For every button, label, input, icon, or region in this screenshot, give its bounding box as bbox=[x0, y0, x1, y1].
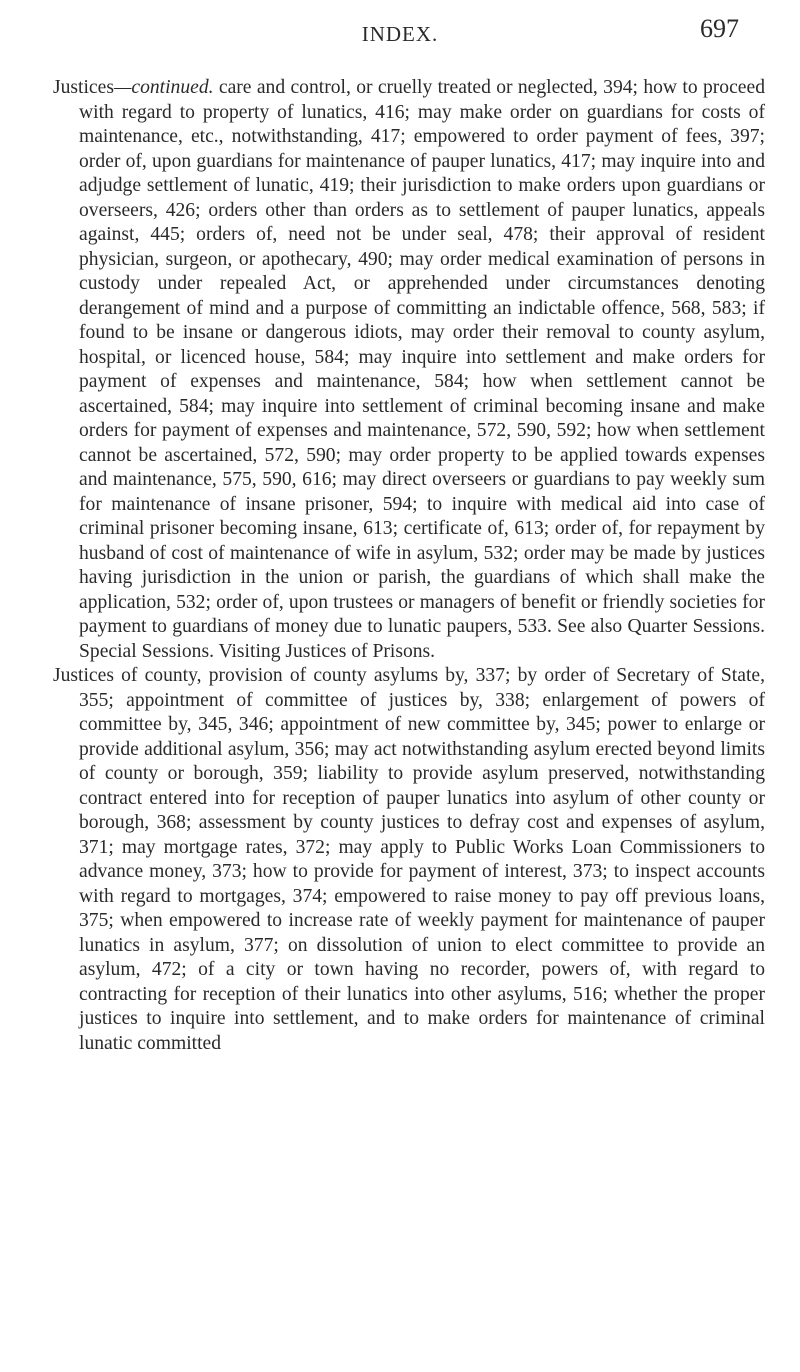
entry-heading: Justices of county, bbox=[53, 665, 202, 686]
index-entry-justices-of-county bbox=[53, 664, 765, 1056]
running-header: INDEX. bbox=[361, 22, 439, 46]
index-entry-justices bbox=[53, 76, 765, 664]
entry-text: provision of county asylums by, 337; by order of Secretary of State, 355; appointment of committee of justices by, 338; enlargement of powers of committee by, 345, 346; appointment of new committee by, 345; power to enlarge or provide additional asylum, 356; may act notwithstanding asylum erected beyond limits of county or borough, 359; liability to provide asylum preserved, notwithstanding contract entered into for reception of pauper lunatics into asylum of other county or borough, 368; assessment by county justices to defray cost and expenses of asylum, 371; may mortgage rates, 372; may apply to Public Works Loan Commissioners to advance money, 373; how to provide for payment of interest, 373; to inspect accounts with regard to mortgages, 374; empowered to raise money to pay off previous loans, 375; when empowered to increase rate of weekly payment for maintenance of pauper lunatics in asylum, 377; on dissolution of union to elect committee to provide an asylum, 472; of a city or town having no recorder, powers of, with regard to contracting for reception of their lunatics into other asylums, 516; whether the proper justices to inquire into settlement, and to make orders for maintenance of criminal lunatic committed bbox=[79, 665, 765, 1054]
index-body bbox=[53, 76, 765, 1056]
entry-heading: Justices bbox=[53, 77, 114, 98]
entry-text: care and control, or cruelly treated or neglected, 394; how to proceed with regard to property of lunatics, 416; may make order on guardians for costs of maintenance, etc., notwithstanding, 417; empowered to order payment of fees, 397; order of, upon guardians for maintenance of pauper lunatics, 417; may inquire into and adjudge settlement of lunatic, 419; their jurisdiction to make orders upon guardians or overseers, 426; orders other than orders as to settlement of pauper lunatics, appeals against, 445; orders of, need not be under seal, 478; their approval of resident physician, surgeon, or apothecary, 490; may order medical examination of persons in custody under repealed Act, or apprehended under circumstances denoting derangement of mind and a purpose of committing an indictable offence, 568, 583; if found to be insane or dangerous idiots, may order their removal to county asylum, hospital, or licenced house, 584; may inquire into settlement and make orders for payment of expenses and maintenance, 584; how when settlement cannot be ascertained, 584; may inquire into settlement of criminal becoming insane and make orders for payment of expenses and maintenance, 572, 590, 592; how when settlement cannot be ascertained, 572, 590; may order property to be applied towards expenses and maintenance, 575, 590, 616; may direct overseers or guardians to pay weekly sum for maintenance of insane prisoner, 594; to inquire with medical aid into case of criminal prisoner becoming insane, 613; certificate of, 613; order of, for repayment by husband of cost of maintenance of wife in asylum, 532; order may be made by justices having jurisdiction in the union or parish, the guardians of which shall make the application, 532; order of, upon trustees or managers of benefit or friendly societies for payment to guardians of money due to lunatic paupers, 533. See also Quarter Sessions. Special Sessions. Visiting Justices of Prisons. bbox=[79, 77, 765, 662]
page-number: 697 bbox=[700, 14, 739, 43]
continued-label: —continued. bbox=[113, 77, 214, 98]
